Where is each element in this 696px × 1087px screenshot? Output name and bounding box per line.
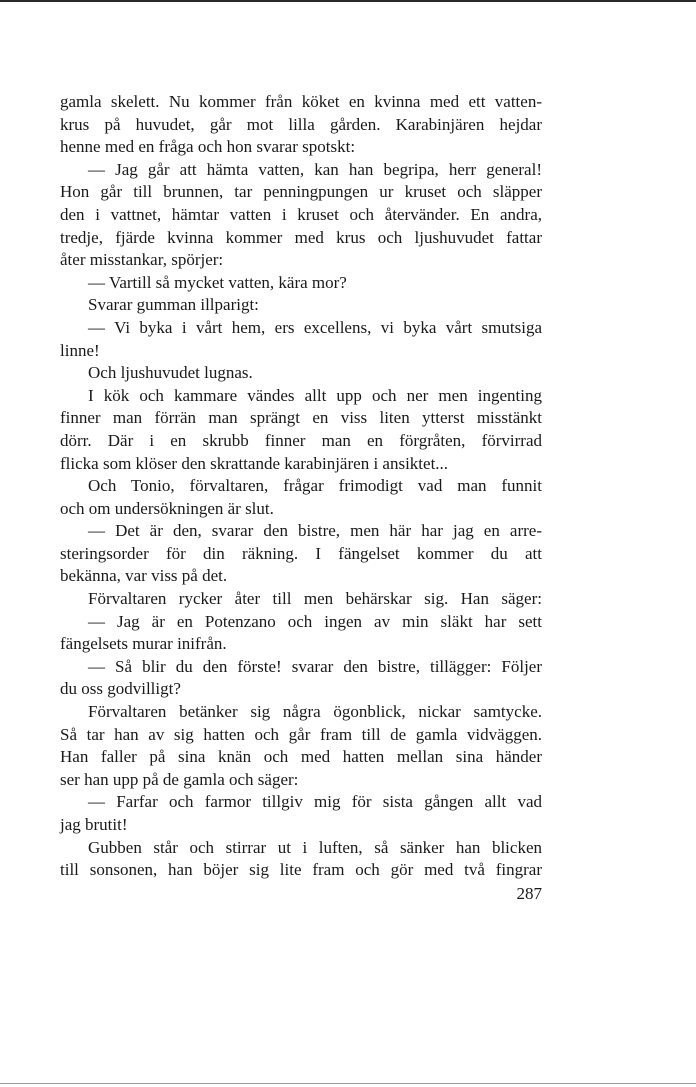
text-line: Så tar han av sig hatten och går fram till de gamla vidväggen.: [60, 724, 542, 744]
text-line: Svarar gumman illparigt:: [88, 295, 259, 315]
text-line: — Det är den, svarar den bistre, men här har jag en arre-: [88, 521, 542, 541]
text-line: du oss godvilligt?: [60, 679, 181, 699]
text-line: I kök och kammare vändes allt upp och ner men ingenting: [88, 385, 542, 405]
text-line: steringsorder för din räkning. I fängelset kommer du att: [60, 543, 542, 563]
text-line: åter misstankar, spörjer:: [60, 250, 224, 270]
text-line: till sonsonen, han böjer sig lite fram och gör med två fingrar: [60, 860, 542, 880]
text-line: Han faller på sina knän och med hatten mellan sina händer: [60, 747, 542, 767]
text-line: bekänna, var viss på det.: [60, 566, 228, 586]
text-line: Och Tonio, förvaltaren, frågar frimodigt vad man funnit: [88, 476, 542, 496]
page-number: 287: [516, 884, 542, 903]
text-line: tredje, fjärde kvinna kommer med krus och ljushuvudet fattar: [60, 227, 542, 247]
text-line: Gubben står och stirrar ut i luften, så sänker han blicken: [88, 837, 542, 857]
text-line: krus på huvudet, går mot lilla gården. Karabinjären hejdar: [60, 114, 542, 134]
text-line: flicka som klöser den skrattande karabinjären i ansiktet...: [60, 453, 449, 473]
text-line: jag brutit!: [60, 815, 128, 834]
text-line: linne!: [60, 340, 100, 360]
text-line: — Farfar och farmor tillgiv mig för sista gången allt vad: [88, 792, 542, 812]
text-line: den i vattnet, hämtar vatten i kruset och återvänder. En andra,: [60, 204, 542, 224]
top-border-line: [0, 0, 696, 2]
text-line: ser han upp på de gamla och säger:: [60, 769, 299, 789]
text-line: — Jag är en Potenzano och ingen av min släkt har sett: [88, 611, 542, 631]
text-line: dörr. Där i en skrubb finner man en förgråten, förvirrad: [60, 430, 542, 450]
bottom-border-line: [0, 1083, 696, 1084]
text-line: finner man förrän man sprängt en viss liten ytterst misstänkt: [60, 408, 542, 428]
body-text: [60, 91, 542, 882]
text-line: fängelsets murar inifrån.: [60, 634, 227, 654]
text-line: — Vi byka i vårt hem, ers excellens, vi byka vårt smutsiga: [88, 317, 542, 337]
text-line: Och ljushuvudet lugnas.: [88, 363, 253, 383]
text-line: Förvaltaren betänker sig några ögonblick, nickar samtycke.: [88, 702, 542, 722]
text-line: och om undersökningen är slut.: [60, 498, 274, 518]
text-line: — Vartill så mycket vatten, kära mor?: [88, 272, 347, 292]
text-line: gamla skelett. Nu kommer från köket en kvinna med ett vatten-: [60, 92, 542, 111]
text-line: Förvaltaren rycker åter till men behärskar sig. Han säger:: [88, 589, 542, 609]
text-line: — Så blir du den förste! svarar den bistre, tillägger: Följer: [88, 656, 542, 676]
text-line: henne med en fråga och hon svarar spotskt:: [60, 137, 356, 157]
text-line: — Jag går att hämta vatten, kan han begripa, herr general!: [88, 159, 542, 179]
text-line: Hon går till brunnen, tar penningpungen ur kruset och släpper: [60, 182, 542, 202]
